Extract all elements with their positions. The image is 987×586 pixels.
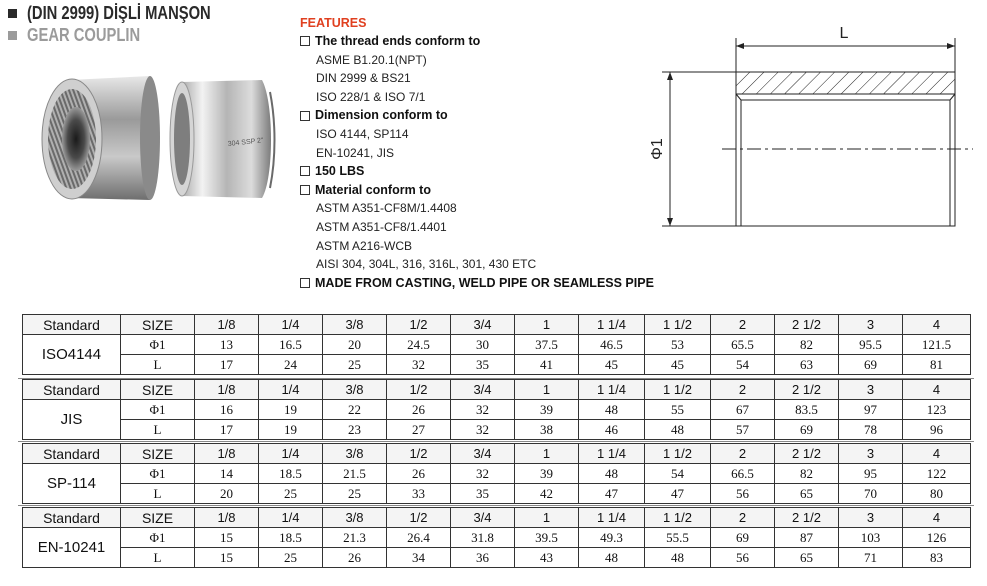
value-cell: 19 bbox=[259, 400, 323, 420]
value-cell: 87 bbox=[775, 528, 839, 548]
value-cell: 37.5 bbox=[515, 335, 579, 355]
value-cell: 17 bbox=[195, 420, 259, 440]
value-cell: 26.4 bbox=[387, 528, 451, 548]
feature-detail: ISO 228/1 & ISO 7/1 bbox=[316, 89, 426, 104]
feature-detail: ASTM A351-CF8/1.4401 bbox=[316, 219, 447, 234]
size-cell: 1 bbox=[515, 508, 579, 528]
value-cell: 83 bbox=[903, 548, 971, 568]
feature-label: 150 LBS bbox=[315, 164, 365, 179]
table-row bbox=[23, 484, 971, 504]
chamfer-line bbox=[950, 94, 955, 100]
size-header: SIZE bbox=[121, 444, 195, 464]
feature-item bbox=[300, 274, 700, 293]
value-cell: 25 bbox=[323, 484, 387, 504]
value-cell: 25 bbox=[259, 548, 323, 568]
size-cell: 1 1/2 bbox=[645, 315, 711, 335]
size-cell: 3 bbox=[839, 315, 903, 335]
value-cell: 35 bbox=[451, 484, 515, 504]
value-cell: 57 bbox=[711, 420, 775, 440]
checkbox-icon bbox=[300, 166, 310, 176]
size-cell: 1 1/4 bbox=[579, 380, 645, 400]
standard-table bbox=[22, 314, 970, 374]
value-cell: 36 bbox=[451, 548, 515, 568]
size-cell: 1 1/4 bbox=[579, 315, 645, 335]
value-cell: 65.5 bbox=[711, 335, 775, 355]
value-cell: 66.5 bbox=[711, 464, 775, 484]
value-cell: 122 bbox=[903, 464, 971, 484]
value-cell: 70 bbox=[839, 484, 903, 504]
value-cell: 26 bbox=[387, 464, 451, 484]
checkbox-icon bbox=[300, 111, 310, 121]
table-row bbox=[23, 548, 971, 568]
value-cell: 21.3 bbox=[323, 528, 387, 548]
value-cell: 16.5 bbox=[259, 335, 323, 355]
value-cell: 26 bbox=[323, 548, 387, 568]
value-cell: 39 bbox=[515, 400, 579, 420]
size-header: SIZE bbox=[121, 315, 195, 335]
value-cell: 48 bbox=[645, 548, 711, 568]
chamfer-line bbox=[736, 94, 741, 100]
value-cell: 30 bbox=[451, 335, 515, 355]
size-cell: 3/8 bbox=[323, 444, 387, 464]
standard-name: JIS bbox=[23, 400, 121, 440]
value-cell: 20 bbox=[195, 484, 259, 504]
value-cell: 13 bbox=[195, 335, 259, 355]
size-cell: 1/8 bbox=[195, 380, 259, 400]
size-cell: 1 bbox=[515, 380, 579, 400]
technical-drawing bbox=[648, 18, 978, 238]
size-cell: 1/4 bbox=[259, 315, 323, 335]
value-cell: 53 bbox=[645, 335, 711, 355]
size-cell: 1 1/2 bbox=[645, 380, 711, 400]
value-cell: 16 bbox=[195, 400, 259, 420]
value-cell: 24 bbox=[259, 355, 323, 375]
size-cell: 3/8 bbox=[323, 508, 387, 528]
arrow-icon bbox=[736, 43, 744, 49]
size-cell: 1/8 bbox=[195, 444, 259, 464]
size-cell: 1 bbox=[515, 444, 579, 464]
features-title: FEATURES bbox=[300, 16, 367, 30]
size-cell: 2 1/2 bbox=[775, 380, 839, 400]
value-cell: 25 bbox=[259, 484, 323, 504]
size-cell: 3 bbox=[839, 444, 903, 464]
standard-header: Standard bbox=[23, 315, 121, 335]
table-divider bbox=[18, 505, 974, 506]
value-cell: 31.8 bbox=[451, 528, 515, 548]
value-cell: 45 bbox=[645, 355, 711, 375]
size-cell: 1 1/2 bbox=[645, 444, 711, 464]
value-cell: 121.5 bbox=[903, 335, 971, 355]
standard-name: ISO4144 bbox=[23, 335, 121, 375]
value-cell: 39 bbox=[515, 464, 579, 484]
checkbox-icon bbox=[300, 278, 310, 288]
size-cell: 1 1/2 bbox=[645, 508, 711, 528]
table-header-row bbox=[23, 380, 971, 400]
size-cell: 4 bbox=[903, 508, 971, 528]
product-photo bbox=[30, 62, 280, 212]
feature-detail: ISO 4144, SP114 bbox=[316, 126, 409, 141]
stamp-text: 304 SSP 2" bbox=[227, 137, 264, 148]
value-cell: 43 bbox=[515, 548, 579, 568]
value-cell: 55.5 bbox=[645, 528, 711, 548]
value-cell: 32 bbox=[451, 420, 515, 440]
size-cell: 2 bbox=[711, 444, 775, 464]
value-cell: 21.5 bbox=[323, 464, 387, 484]
size-cell: 2 1/2 bbox=[775, 444, 839, 464]
product-title: (DIN 2999) DİŞLİ MANŞON bbox=[27, 2, 211, 23]
value-cell: 123 bbox=[903, 400, 971, 420]
arrow-icon bbox=[947, 43, 955, 49]
size-header: SIZE bbox=[121, 508, 195, 528]
value-cell: 48 bbox=[579, 464, 645, 484]
value-cell: 18.5 bbox=[259, 528, 323, 548]
value-cell: 46.5 bbox=[579, 335, 645, 355]
hatched-wall bbox=[736, 72, 955, 94]
value-cell: 27 bbox=[387, 420, 451, 440]
value-cell: 15 bbox=[195, 548, 259, 568]
value-cell: 32 bbox=[451, 400, 515, 420]
feature-label: The thread ends conform to bbox=[315, 34, 481, 48]
standard-header: Standard bbox=[23, 380, 121, 400]
arrow-icon bbox=[667, 218, 673, 226]
value-cell: 47 bbox=[579, 484, 645, 504]
size-cell: 1/8 bbox=[195, 315, 259, 335]
value-cell: 95.5 bbox=[839, 335, 903, 355]
feature-detail: DIN 2999 & BS21 bbox=[316, 71, 411, 86]
standard-name: EN-10241 bbox=[23, 528, 121, 568]
standard-table bbox=[22, 443, 970, 503]
table-row bbox=[23, 335, 971, 355]
value-cell: 65 bbox=[775, 484, 839, 504]
size-cell: 1/4 bbox=[259, 444, 323, 464]
value-cell: 80 bbox=[903, 484, 971, 504]
size-cell: 1 bbox=[515, 315, 579, 335]
features-panel bbox=[300, 14, 700, 292]
size-cell: 4 bbox=[903, 444, 971, 464]
value-cell: 47 bbox=[645, 484, 711, 504]
value-cell: 15 bbox=[195, 528, 259, 548]
feature-detail: AISI 304, 304L, 316, 316L, 301, 430 ETC bbox=[316, 257, 537, 272]
standard-header: Standard bbox=[23, 508, 121, 528]
value-cell: 20 bbox=[323, 335, 387, 355]
bullet-square-icon bbox=[8, 31, 17, 40]
size-cell: 2 bbox=[711, 508, 775, 528]
value-cell: 95 bbox=[839, 464, 903, 484]
product-title-row bbox=[8, 2, 251, 24]
feature-detail: ASTM A216-WCB bbox=[316, 238, 413, 253]
value-cell: 42 bbox=[515, 484, 579, 504]
value-cell: 14 bbox=[195, 464, 259, 484]
value-cell: 81 bbox=[903, 355, 971, 375]
value-cell: 63 bbox=[775, 355, 839, 375]
value-cell: 56 bbox=[711, 484, 775, 504]
value-cell: 56 bbox=[711, 548, 775, 568]
value-cell: 48 bbox=[579, 548, 645, 568]
value-cell: 54 bbox=[711, 355, 775, 375]
feature-item bbox=[300, 106, 700, 125]
size-cell: 2 bbox=[711, 315, 775, 335]
feature-label: Dimension conform to bbox=[315, 108, 448, 123]
row-label: L bbox=[121, 548, 195, 568]
size-cell: 1/4 bbox=[259, 508, 323, 528]
value-cell: 41 bbox=[515, 355, 579, 375]
size-cell: 1/2 bbox=[387, 508, 451, 528]
product-subtitle-row bbox=[8, 24, 165, 46]
value-cell: 39.5 bbox=[515, 528, 579, 548]
standard-table bbox=[22, 379, 970, 439]
table-divider bbox=[18, 441, 974, 442]
length-label: L bbox=[839, 25, 849, 42]
row-label: Φ1 bbox=[121, 528, 195, 548]
value-cell: 67 bbox=[711, 400, 775, 420]
standard-name: SP-114 bbox=[23, 464, 121, 504]
value-cell: 48 bbox=[645, 420, 711, 440]
table-header-row bbox=[23, 315, 971, 335]
value-cell: 35 bbox=[451, 355, 515, 375]
value-cell: 103 bbox=[839, 528, 903, 548]
size-cell: 4 bbox=[903, 380, 971, 400]
standard-table bbox=[22, 507, 970, 567]
feature-detail: ASTM A351-CF8M/1.4408 bbox=[316, 201, 457, 216]
value-cell: 96 bbox=[903, 420, 971, 440]
table-row bbox=[23, 420, 971, 440]
size-cell: 2 1/2 bbox=[775, 508, 839, 528]
value-cell: 23 bbox=[323, 420, 387, 440]
value-cell: 33 bbox=[387, 484, 451, 504]
table-header-row bbox=[23, 508, 971, 528]
value-cell: 46 bbox=[579, 420, 645, 440]
value-cell: 19 bbox=[259, 420, 323, 440]
product-subtitle: GEAR COUPLIN bbox=[27, 24, 141, 45]
value-cell: 17 bbox=[195, 355, 259, 375]
size-cell: 1 1/4 bbox=[579, 508, 645, 528]
arrow-icon bbox=[667, 72, 673, 80]
value-cell: 69 bbox=[775, 420, 839, 440]
feature-label: Material conform to bbox=[315, 182, 431, 197]
value-cell: 25 bbox=[323, 355, 387, 375]
coupling-open-end bbox=[42, 76, 160, 200]
size-cell: 1/4 bbox=[259, 380, 323, 400]
feature-label: MADE FROM CASTING, WELD PIPE OR SEAMLESS PIPE bbox=[315, 275, 654, 290]
value-cell: 69 bbox=[711, 528, 775, 548]
value-cell: 83.5 bbox=[775, 400, 839, 420]
value-cell: 18.5 bbox=[259, 464, 323, 484]
size-cell: 2 bbox=[711, 380, 775, 400]
row-label: L bbox=[121, 420, 195, 440]
size-cell: 3/4 bbox=[451, 508, 515, 528]
value-cell: 82 bbox=[775, 335, 839, 355]
diameter-label: Φ1 bbox=[649, 138, 666, 160]
size-cell: 1 1/4 bbox=[579, 444, 645, 464]
row-label: Φ1 bbox=[121, 400, 195, 420]
size-cell: 3/4 bbox=[451, 444, 515, 464]
checkbox-icon bbox=[300, 185, 310, 195]
bullet-square-icon bbox=[8, 9, 17, 18]
size-cell: 1/2 bbox=[387, 444, 451, 464]
size-cell: 1/2 bbox=[387, 315, 451, 335]
value-cell: 82 bbox=[775, 464, 839, 484]
value-cell: 34 bbox=[387, 548, 451, 568]
value-cell: 54 bbox=[645, 464, 711, 484]
value-cell: 32 bbox=[451, 464, 515, 484]
value-cell: 69 bbox=[839, 355, 903, 375]
size-header: SIZE bbox=[121, 380, 195, 400]
row-label: L bbox=[121, 355, 195, 375]
standard-header: Standard bbox=[23, 444, 121, 464]
size-cell: 4 bbox=[903, 315, 971, 335]
feature-item bbox=[300, 181, 700, 200]
value-cell: 32 bbox=[387, 355, 451, 375]
value-cell: 126 bbox=[903, 528, 971, 548]
table-header-row bbox=[23, 444, 971, 464]
value-cell: 71 bbox=[839, 548, 903, 568]
size-cell: 1/8 bbox=[195, 508, 259, 528]
row-label: Φ1 bbox=[121, 335, 195, 355]
feature-item bbox=[300, 162, 700, 181]
feature-detail: ASME B1.20.1(NPT) bbox=[316, 52, 427, 67]
value-cell: 45 bbox=[579, 355, 645, 375]
value-cell: 55 bbox=[645, 400, 711, 420]
feature-item bbox=[300, 32, 700, 51]
value-cell: 38 bbox=[515, 420, 579, 440]
feature-detail: EN-10241, JIS bbox=[316, 145, 395, 160]
row-label: L bbox=[121, 484, 195, 504]
checkbox-icon bbox=[300, 36, 310, 46]
size-cell: 3/8 bbox=[323, 380, 387, 400]
value-cell: 22 bbox=[323, 400, 387, 420]
size-cell: 1/2 bbox=[387, 380, 451, 400]
row-label: Φ1 bbox=[121, 464, 195, 484]
value-cell: 65 bbox=[775, 548, 839, 568]
table-row bbox=[23, 400, 971, 420]
table-row bbox=[23, 528, 971, 548]
table-row bbox=[23, 464, 971, 484]
value-cell: 78 bbox=[839, 420, 903, 440]
value-cell: 24.5 bbox=[387, 335, 451, 355]
coupling-side-view bbox=[170, 80, 275, 198]
value-cell: 26 bbox=[387, 400, 451, 420]
table-row bbox=[23, 355, 971, 375]
size-cell: 3/4 bbox=[451, 380, 515, 400]
value-cell: 49.3 bbox=[579, 528, 645, 548]
size-cell: 2 1/2 bbox=[775, 315, 839, 335]
size-cell: 3 bbox=[839, 508, 903, 528]
size-cell: 3 bbox=[839, 380, 903, 400]
value-cell: 48 bbox=[579, 400, 645, 420]
value-cell: 97 bbox=[839, 400, 903, 420]
size-cell: 3/4 bbox=[451, 315, 515, 335]
size-cell: 3/8 bbox=[323, 315, 387, 335]
